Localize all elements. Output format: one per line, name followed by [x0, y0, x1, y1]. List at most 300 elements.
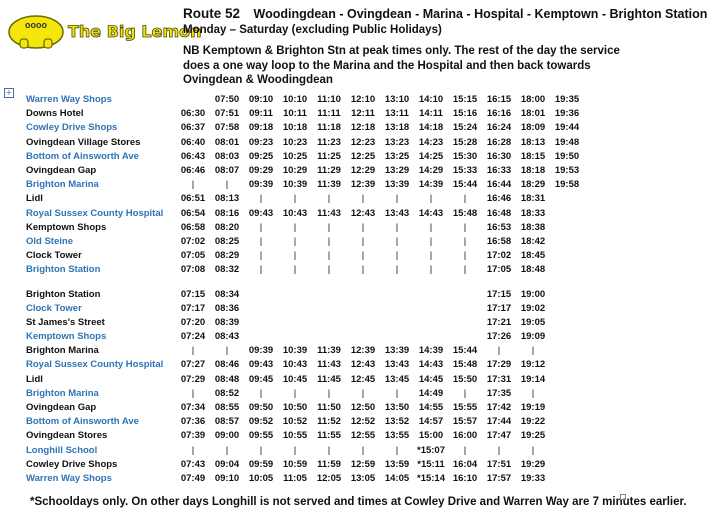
stop-name: Cowley Drive Shops — [26, 122, 118, 134]
route-stops: Woodingdean - Ovingdean - Marina - Hospital - Kemptown - Brighton Station — [253, 7, 707, 21]
departure-time: 19:09 — [520, 331, 546, 343]
departure-time: 15:00 — [418, 430, 444, 442]
stop-name: Lidl — [26, 373, 43, 385]
spacer-cell — [26, 277, 584, 287]
departure-time: *15:07 — [417, 444, 445, 456]
departure-time: 14:39 — [418, 345, 444, 357]
table-row — [26, 93, 584, 107]
departure-time: 13:55 — [384, 430, 410, 442]
departure-time: 07:20 — [180, 316, 206, 328]
departure-time: 09:52 — [248, 416, 274, 428]
departure-time: 17:31 — [486, 373, 512, 385]
departure-time: 07:02 — [180, 235, 206, 247]
departure-time — [244, 287, 278, 301]
stop-name: Lidl — [26, 193, 43, 205]
departure-time: | — [293, 250, 297, 262]
departure-time: 11:18 — [317, 122, 341, 134]
departure-time: 07:08 — [180, 264, 206, 276]
departure-time: | — [293, 193, 297, 205]
departure-time: *15:14 — [417, 472, 445, 484]
departure-time: 07:05 — [180, 250, 206, 262]
departure-time — [414, 302, 448, 316]
departure-time — [550, 302, 584, 316]
departure-time: | — [293, 221, 297, 233]
departure-time: 12:59 — [350, 458, 376, 470]
departure-time: 06:46 — [180, 165, 206, 177]
departure-time: | — [429, 250, 433, 262]
departure-time: 17:17 — [486, 302, 512, 314]
departure-time: | — [429, 193, 433, 205]
departure-time: | — [463, 264, 467, 276]
departure-time: 08:34 — [214, 288, 240, 300]
departure-time — [380, 330, 414, 344]
departure-time: 16:53 — [486, 221, 512, 233]
departure-time: | — [531, 345, 535, 357]
resize-handle-icon — [620, 494, 626, 500]
departure-time: 18:00 — [520, 94, 546, 106]
departure-time: 07:29 — [180, 373, 206, 385]
departure-time: 11:39 — [317, 345, 341, 357]
timetable-header — [183, 6, 707, 88]
departure-time: 07:24 — [180, 331, 206, 343]
stop-name: Longhill School — [26, 444, 98, 456]
departure-time: 19:25 — [520, 430, 546, 442]
logo-eyes: oooo — [25, 20, 47, 30]
departure-time: 18:48 — [520, 264, 546, 276]
departure-time: | — [327, 387, 331, 399]
departure-time: 12:39 — [350, 345, 376, 357]
departure-time: | — [225, 345, 229, 357]
departure-time: | — [327, 444, 331, 456]
table-row — [26, 235, 584, 249]
departure-time: 12:55 — [350, 430, 376, 442]
departure-time — [278, 302, 312, 316]
departure-time: 08:01 — [214, 136, 240, 148]
departure-time: 15:15 — [452, 94, 478, 106]
table-row — [26, 358, 584, 372]
departure-time — [550, 263, 584, 277]
departure-time: 14:25 — [418, 150, 444, 162]
departure-time: 15:55 — [452, 402, 478, 414]
departure-time: 08:32 — [214, 264, 240, 276]
departure-time: 19:19 — [520, 402, 546, 414]
departure-time: 18:18 — [520, 165, 546, 177]
departure-time: 16:04 — [452, 458, 478, 470]
departure-time: 09:00 — [214, 430, 240, 442]
departure-time: 11:25 — [317, 150, 341, 162]
departure-time: | — [293, 235, 297, 247]
departure-time: 16:28 — [486, 136, 512, 148]
departure-time: 09:59 — [248, 458, 274, 470]
departure-time: | — [259, 387, 263, 399]
departure-time: 11:59 — [317, 458, 341, 470]
departure-time: 08:13 — [214, 193, 240, 205]
table-row — [26, 387, 584, 401]
departure-time: | — [259, 235, 263, 247]
departure-time — [448, 316, 482, 330]
departure-time: | — [327, 264, 331, 276]
departure-time: 08:36 — [214, 302, 240, 314]
departure-time: 17:51 — [486, 458, 512, 470]
departure-time: 19:48 — [554, 136, 580, 148]
table-row — [26, 121, 584, 135]
departure-time: | — [361, 235, 365, 247]
departure-time — [550, 415, 584, 429]
departure-time: 09:04 — [214, 458, 240, 470]
departure-time: 18:15 — [520, 150, 546, 162]
departure-time: | — [531, 444, 535, 456]
table-row — [26, 249, 584, 263]
route-line — [183, 6, 707, 22]
departure-time: 16:44 — [486, 179, 512, 191]
departure-time: 07:39 — [180, 430, 206, 442]
departure-time — [414, 330, 448, 344]
table-row — [26, 415, 584, 429]
departure-time: 16:15 — [486, 94, 512, 106]
departure-time — [278, 330, 312, 344]
departure-time: 14:57 — [418, 416, 444, 428]
departure-time: 09:45 — [248, 373, 274, 385]
departure-time: 06:30 — [180, 108, 206, 120]
departure-time: 16:00 — [452, 430, 478, 442]
departure-time: 13:23 — [384, 136, 410, 148]
departure-time: 09:25 — [248, 150, 274, 162]
departure-time — [346, 330, 380, 344]
departure-time: 12:43 — [350, 207, 376, 219]
departure-time: 07:27 — [180, 359, 206, 371]
stop-name: Warren Way Shops — [26, 472, 112, 484]
departure-time: | — [463, 444, 467, 456]
departure-time: 07:51 — [214, 108, 240, 120]
table-row — [26, 429, 584, 443]
departure-time: 06:54 — [180, 207, 206, 219]
departure-time: 07:43 — [180, 458, 206, 470]
departure-time: | — [395, 221, 399, 233]
departure-time: 08:29 — [214, 250, 240, 262]
stop-name: Kemptown Shops — [26, 331, 107, 343]
departure-time: 15:33 — [452, 165, 478, 177]
departure-time: 10:45 — [282, 373, 308, 385]
departure-time: 17:26 — [486, 331, 512, 343]
departure-time — [346, 316, 380, 330]
footnote: *Schooldays only. On other days Longhill is not served and times at Cowley Drive and Warren Way are 7 minutes earlier. — [30, 496, 687, 508]
departure-time — [414, 287, 448, 301]
departure-time: | — [361, 444, 365, 456]
departure-time: 19:12 — [520, 359, 546, 371]
departure-time: 19:00 — [520, 288, 546, 300]
stop-name: Brighton Station — [26, 288, 101, 300]
departure-time: | — [361, 221, 365, 233]
departure-time: 14:10 — [418, 94, 444, 106]
departure-time: 19:58 — [554, 179, 580, 191]
logo-text: The Big Lemon — [68, 22, 202, 41]
departure-time: | — [259, 221, 263, 233]
departure-time: 10:23 — [282, 136, 308, 148]
departure-time — [550, 358, 584, 372]
departure-time: 19:33 — [520, 472, 546, 484]
departure-time: 17:47 — [486, 430, 512, 442]
departure-time: | — [429, 264, 433, 276]
departure-time: 08:48 — [214, 373, 240, 385]
departure-time: 07:36 — [180, 416, 206, 428]
departure-time: 08:46 — [214, 359, 240, 371]
departure-time: 13:50 — [384, 402, 410, 414]
departure-time: 12:50 — [350, 402, 376, 414]
stop-name: Warren Way Shops — [26, 94, 112, 106]
departure-time: 13:29 — [384, 165, 410, 177]
departure-time: 08:39 — [214, 316, 240, 328]
departure-time: 13:52 — [384, 416, 410, 428]
table-row — [26, 136, 584, 150]
departure-time — [312, 302, 346, 316]
departure-time: | — [259, 193, 263, 205]
departure-time: 18:42 — [520, 235, 546, 247]
departure-time: 08:55 — [214, 402, 240, 414]
departure-time: 13:43 — [384, 359, 410, 371]
departure-time: | — [395, 444, 399, 456]
departure-time: 14:23 — [418, 136, 444, 148]
stop-name: Bottom of Ainsworth Ave — [26, 416, 139, 428]
departure-time — [550, 444, 584, 458]
departure-time: 07:49 — [180, 472, 206, 484]
stop-name: Brighton Marina — [26, 179, 99, 191]
departure-time: 09:39 — [248, 179, 274, 191]
table-row — [26, 472, 584, 486]
departure-time: 17:44 — [486, 416, 512, 428]
departure-time: 10:52 — [282, 416, 308, 428]
departure-time: 15:30 — [452, 150, 478, 162]
departure-time: 12:23 — [350, 136, 376, 148]
stop-name: Bottom of Ainsworth Ave — [26, 150, 139, 162]
departure-time: 19:14 — [520, 373, 546, 385]
departure-time: 12:10 — [350, 94, 376, 106]
departure-time: 17:57 — [486, 472, 512, 484]
departure-time: 08:43 — [214, 331, 240, 343]
departure-time: 09:29 — [248, 165, 274, 177]
departure-time: 07:58 — [214, 122, 240, 134]
departure-time: 18:31 — [520, 193, 546, 205]
departure-time: 11:05 — [283, 472, 307, 484]
departure-time — [550, 316, 584, 330]
table-row — [26, 192, 584, 206]
departure-time: | — [327, 193, 331, 205]
departure-time — [550, 429, 584, 443]
departure-time: 19:29 — [520, 458, 546, 470]
departure-time — [380, 302, 414, 316]
departure-time — [312, 330, 346, 344]
departure-time: 14:39 — [418, 179, 444, 191]
stop-name: Royal Sussex County Hospital — [26, 359, 164, 371]
departure-time: 11:29 — [317, 165, 341, 177]
departure-time: 09:23 — [248, 136, 274, 148]
departure-time: 17:05 — [486, 264, 512, 276]
stop-name: Clock Tower — [26, 250, 82, 262]
departure-time: 08:20 — [214, 221, 240, 233]
departure-time: 06:40 — [180, 136, 206, 148]
departure-time: | — [259, 264, 263, 276]
departure-time — [448, 287, 482, 301]
expand-table-icon[interactable]: + — [5, 88, 13, 97]
departure-time — [244, 316, 278, 330]
departure-time: 10:05 — [248, 472, 274, 484]
departure-time — [550, 207, 584, 221]
departure-time: | — [463, 193, 467, 205]
departure-time: 12:18 — [350, 122, 376, 134]
departure-time: | — [497, 444, 501, 456]
departure-time: 19:50 — [554, 150, 580, 162]
stop-name: St James's Street — [26, 316, 105, 328]
departure-time: 12:43 — [350, 359, 376, 371]
departure-time: 10:55 — [282, 430, 308, 442]
departure-time: 09:11 — [249, 108, 273, 120]
departure-time: 09:50 — [248, 402, 274, 414]
departure-time: 13:18 — [384, 122, 410, 134]
departure-time: | — [361, 250, 365, 262]
departure-time: 08:52 — [214, 387, 240, 399]
departure-time: 07:34 — [180, 402, 206, 414]
departure-time: 13:43 — [384, 207, 410, 219]
departure-time: 16:58 — [486, 235, 512, 247]
stop-name: Royal Sussex County Hospital — [26, 207, 164, 219]
departure-time: 10:10 — [282, 94, 308, 106]
table-row — [26, 444, 584, 458]
departure-time — [448, 330, 482, 344]
departure-time: | — [259, 250, 263, 262]
departure-time — [312, 316, 346, 330]
departure-time: 13:59 — [384, 458, 410, 470]
departure-time: 15:16 — [452, 108, 478, 120]
departure-time: | — [463, 235, 467, 247]
departure-time — [550, 330, 584, 344]
departure-time: 10:29 — [282, 165, 308, 177]
departure-time: 13:25 — [384, 150, 410, 162]
departure-time: 10:43 — [282, 207, 308, 219]
departure-time: 09:43 — [248, 207, 274, 219]
stop-name: Brighton Station — [26, 264, 101, 276]
departure-time: 13:10 — [384, 94, 410, 106]
departure-time: 18:45 — [520, 250, 546, 262]
departure-time: 13:45 — [384, 373, 410, 385]
departure-time: 13:05 — [350, 472, 376, 484]
departure-time — [278, 287, 312, 301]
stop-name: Ovingdean Gap — [26, 402, 97, 414]
departure-time: 14:43 — [418, 207, 444, 219]
route-title: Route 52 — [183, 6, 241, 21]
departure-time — [550, 221, 584, 235]
departure-time — [550, 387, 584, 401]
service-note: NB Kemptown & Brighton Stn at peak times only. The rest of the day the service does a one way loop to the Marina and the Hospital and then back towards Ovingdean & Woodingdean — [183, 45, 620, 86]
departure-time: 08:03 — [214, 150, 240, 162]
operating-days: Monday – Saturday (excluding Public Holidays) — [183, 24, 442, 36]
departure-time — [550, 472, 584, 486]
departure-time: 18:09 — [520, 122, 546, 134]
departure-time: | — [225, 444, 229, 456]
departure-time: 09:43 — [248, 359, 274, 371]
departure-time: | — [191, 345, 195, 357]
departure-time: 11:52 — [317, 416, 341, 428]
departure-time: 11:45 — [317, 373, 341, 385]
departure-time: 11:43 — [317, 359, 341, 371]
departure-time: 12:25 — [350, 150, 376, 162]
departure-time — [176, 93, 210, 107]
stop-name: Kemptown Shops — [26, 221, 107, 233]
table-row — [26, 373, 584, 387]
departure-time: 06:37 — [180, 122, 206, 134]
departure-time: 14:18 — [418, 122, 444, 134]
departure-time: 06:58 — [180, 221, 206, 233]
departure-time: 11:11 — [317, 108, 341, 120]
table-row — [26, 164, 584, 178]
departure-time: | — [191, 444, 195, 456]
departure-time: 15:44 — [452, 345, 478, 357]
departure-time: 13:39 — [384, 179, 410, 191]
departure-time: 11:10 — [317, 94, 341, 106]
departure-time: 11:50 — [317, 402, 341, 414]
table-row — [26, 287, 584, 301]
departure-time: 08:57 — [214, 416, 240, 428]
departure-time: 17:15 — [486, 288, 512, 300]
departure-time: 14:55 — [418, 402, 444, 414]
departure-time: | — [463, 221, 467, 233]
departure-time — [550, 373, 584, 387]
departure-time: 19:36 — [554, 108, 580, 120]
table-row — [26, 458, 584, 472]
table-row — [26, 401, 584, 415]
departure-time: 11:55 — [317, 430, 341, 442]
departure-time: 09:18 — [248, 122, 274, 134]
departure-time: | — [327, 250, 331, 262]
departure-time: 12:39 — [350, 179, 376, 191]
departure-time — [278, 316, 312, 330]
departure-time: 15:48 — [452, 359, 478, 371]
departure-time: 15:24 — [452, 122, 478, 134]
departure-time: | — [531, 387, 535, 399]
departure-time: 16:48 — [486, 207, 512, 219]
departure-time: 15:44 — [452, 179, 478, 191]
departure-time: 19:35 — [554, 94, 580, 106]
departure-time: | — [429, 221, 433, 233]
departure-time: 10:39 — [282, 179, 308, 191]
departure-time: 15:28 — [452, 136, 478, 148]
departure-time: 14:29 — [418, 165, 444, 177]
departure-time: 16:10 — [452, 472, 478, 484]
departure-time — [550, 249, 584, 263]
departure-time — [448, 302, 482, 316]
departure-time: 19:44 — [554, 122, 580, 134]
stop-name: Clock Tower — [26, 302, 82, 314]
departure-time: 09:55 — [248, 430, 274, 442]
departure-time: 18:13 — [520, 136, 546, 148]
stop-name: Downs Hotel — [26, 108, 84, 120]
departure-time: 17:21 — [486, 316, 512, 328]
departure-time — [380, 316, 414, 330]
lemon-bus-icon — [6, 4, 202, 52]
departure-time: | — [395, 235, 399, 247]
section-spacer — [26, 277, 584, 287]
departure-time: | — [293, 444, 297, 456]
departure-time: 16:24 — [486, 122, 512, 134]
table-row — [26, 221, 584, 235]
departure-time: 06:43 — [180, 150, 206, 162]
departure-time: 19:02 — [520, 302, 546, 314]
departure-time — [414, 316, 448, 330]
departure-time: 19:05 — [520, 316, 546, 328]
table-row — [26, 344, 584, 358]
departure-time: | — [293, 264, 297, 276]
departure-time: 14:43 — [418, 359, 444, 371]
departure-time: 07:50 — [214, 94, 240, 106]
departure-time: 14:11 — [419, 108, 443, 120]
